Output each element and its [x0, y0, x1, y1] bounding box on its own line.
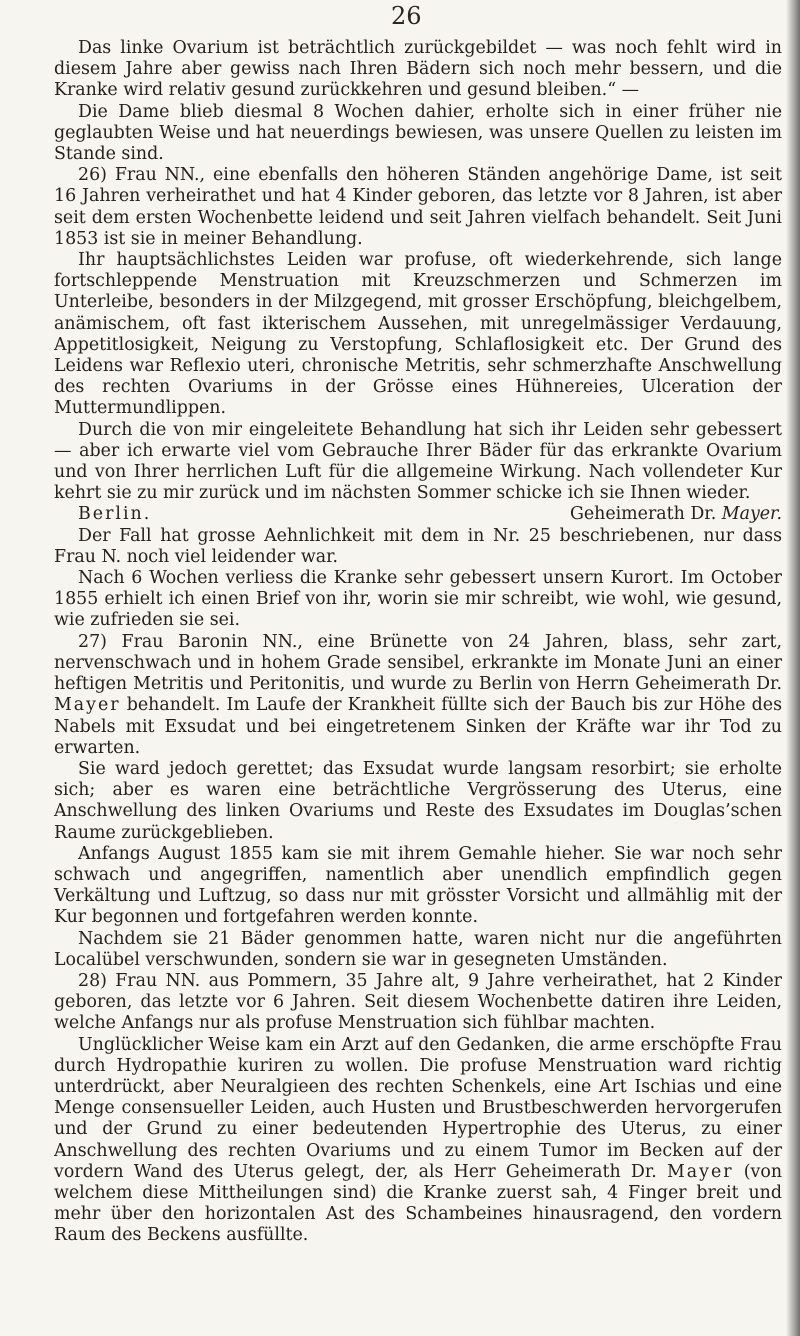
paragraph: Die Dame blieb diesmal 8 Wochen dahier, erholte sich in einer früher nie geglaubten Weise und hat neuerdings bewiesen, was unsere Quellen zu leisten im Stande sind.	[54, 101, 782, 165]
case-28-text-start: Unglücklicher Weise kam ein Arzt auf den Gedanken, die arme erschöpfte Frau durch Hydropathie kuriren zu wollen. Die profuse Menstruation ward richtig unterdrückt, aber Neuralgieen des rechten Schenkels, eine Art Ischias und eine Menge consensueller Leiden, auch Husten und Brustbeschwerden hervorgerufen und der Grund zu einer bedeutenden Hypertrophie des Uterus, zu einer Anschwellung des rechten Ovariums und zu einem Tumor im Becken auf der vordern Wand des Uterus gelegt, der, als Herr Geheimerath Dr.	[54, 1034, 782, 1182]
case-28-paragraph-continued	[54, 1035, 782, 1247]
signature-author	[570, 504, 782, 525]
case-27-text-end: behandelt. Im Laufe der Krankheit füllte sich der Bauch bis zur Höhe des Nabels mit Exsudat und bei eingetretenem Sinken der Kräfte war ihr Tod zu erwarten.	[54, 695, 783, 758]
case-28-paragraph: 28) Frau NN. aus Pommern, 35 Jahre alt, 9 Jahre verheirathet, hat 2 Kinder geboren, das letzte vor 6 Jahren. Seit diesem Wochenbette datiren ihre Leiden, welche Anfangs nur als profuse Menstruation sich fühlbar machten.	[54, 970, 782, 1034]
case-27-doctor-name: Mayer	[54, 695, 121, 716]
paragraph: Der Fall hat grosse Aehnlichkeit mit dem in Nr. 25 beschriebenen, nur dass Frau N. noch viel leidender war.	[54, 525, 782, 567]
page-number: 26	[391, 2, 422, 30]
paragraph: Das linke Ovarium ist beträchtlich zurückgebildet — was noch fehlt wird in diesem Jahre aber gewiss nach Ihren Bädern sich noch mehr bessern, und die Kranke wird relativ gesund zurückkehren und gesund bleiben.“ —	[54, 38, 782, 101]
signature-name: Mayer.	[721, 504, 782, 525]
paragraph: Nachdem sie 21 Bäder genommen hatte, waren nicht nur die angeführten Localübel verschwunden, sondern sie war in gesegneten Umständen.	[54, 928, 782, 970]
page-edge-shadow	[786, 0, 800, 1336]
body-text	[54, 38, 782, 1247]
case-27-paragraph	[54, 632, 782, 759]
case-28-text-end: (von welchem diese Mittheilungen sind) die Kranke zuerst sah, 4 Finger breit und mehr über den horizontalen Ast des Schambeines hinausragend, den vordern Raum des Beckens ausfüllte.	[54, 1161, 783, 1246]
case-26-paragraph: 26) Frau NN., eine ebenfalls den höheren Ständen angehörige Dame, ist seit 16 Jahren verheirathet und hat 4 Kinder geboren, das letzte vor 8 Jahren, ist aber seit dem ersten Wochenbette leidend und seit Jahren vielfach behandelt. Seit Juni 1853 ist sie in meiner Behandlung.	[54, 165, 782, 249]
case-27-text-start: 27) Frau Baronin NN., eine Brünette von 24 Jahren, blass, sehr zart, nervenschwach und in hohem Grade sensibel, erkrankte im Monate Juni an einer heftigen Metritis und Peritonitis, und wurde zu Berlin von Herrn Geheimerath Dr.	[54, 631, 782, 695]
paragraph: Durch die von mir eingeleitete Behandlung hat sich ihr Leiden sehr gebessert — aber ich erwarte viel vom Gebrauche Ihrer Bäder für das erkrankte Ovarium und von Ihrer herrlichen Luft für die allgemeine Wirkung. Nach vollendeter Kur kehrt sie zu mir zurück und im nächsten Sommer schicke ich sie Ihnen wieder.	[54, 419, 782, 504]
letter-signature	[54, 504, 782, 525]
paragraph: Ihr hauptsächlichstes Leiden war profuse, oft wiederkehrende, sich lange fortschleppende Menstruation mit Kreuzschmerzen und Schmerzen im Unterleibe, besonders in der Milzgegend, mit grosser Erschöpfung, bleichgelbem, anämischem, oft fast ikterischem Aussehen, mit unregelmässiger Verdauung, Appetitlosigkeit, Neigung zu Verstopfung, Schlaflosigkeit etc. Der Grund des Leidens war Reflexio uteri, chronische Metritis, sehr schmerzhafte Anschwellung des rechten Ovariums in der Grösse eines Hühnereies, Ulceration der Muttermundlippen.	[54, 250, 782, 419]
paragraph: Nach 6 Wochen verliess die Kranke sehr gebessert unsern Kurort. Im October 1855 erhielt ich einen Brief von ihr, worin sie mir schreibt, wie wohl, wie gesund, wie zufrieden sie sei.	[54, 568, 782, 631]
case-28-doctor-name: Mayer	[666, 1161, 734, 1182]
signature-title: Geheimerath Dr.	[569, 504, 717, 525]
paragraph: Anfangs August 1855 kam sie mit ihrem Gemahle hieher. Sie war noch sehr schwach und angegriffen, namentlich aber unendlich empfindlich gegen Verkältung und Luftzug, so dass nur mit grösster Vorsicht und allmählig mit der Kur begonnen und fortgefahren werden konnte.	[54, 843, 782, 928]
paragraph: Sie ward jedoch gerettet; das Exsudat wurde langsam resorbirt; sie erholte sich; aber es waren eine beträchtliche Vergrösserung des Uterus, eine Anschwellung des linken Ovariums und Reste des Exsudates im Douglas’schen Raume zurückgeblieben.	[54, 758, 782, 843]
signature-city: Berlin.	[78, 504, 152, 525]
